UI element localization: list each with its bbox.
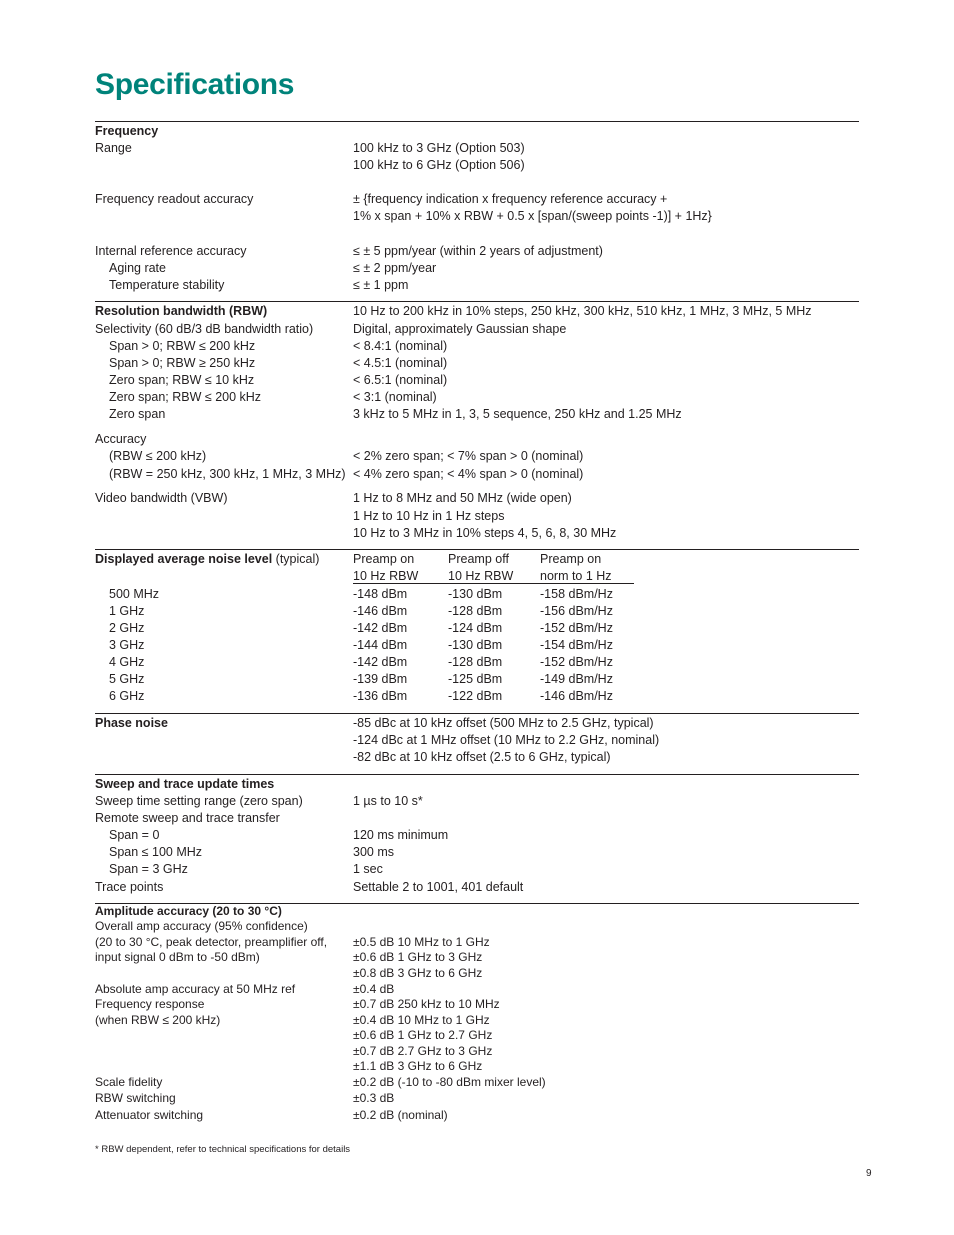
trace-points-label: Trace points — [95, 880, 164, 894]
section-divider — [95, 121, 859, 122]
readout-accuracy-label: Frequency readout accuracy — [95, 192, 254, 206]
trace-points-value: Settable 2 to 1001, 401 default — [353, 880, 524, 894]
danl-header-underline — [353, 583, 634, 584]
reference-accuracy-label: Internal reference accuracy — [95, 244, 247, 258]
danl-cell: -130 dBm — [448, 638, 503, 652]
danl-col-header: Preamp on — [353, 552, 415, 566]
vbw-label: Video bandwidth (VBW) — [95, 491, 228, 505]
danl-col-header: Preamp off — [448, 552, 509, 566]
selectivity-row-value: 3 kHz to 5 MHz in 1, 3, 5 sequence, 250 kHz and 1.25 MHz — [353, 407, 682, 421]
danl-cell: -125 dBm — [448, 672, 503, 686]
frequency-response-value: ±0.7 dB 250 kHz to 10 MHz — [353, 997, 500, 1011]
danl-freq: 6 GHz — [109, 689, 145, 703]
overall-accuracy-value: ±0.6 dB 1 GHz to 3 GHz — [353, 950, 483, 964]
frequency-response-value: ±0.7 dB 2.7 GHz to 3 GHz — [353, 1044, 493, 1058]
readout-accuracy-value: ± {frequency indication x frequency reference accuracy + — [353, 192, 668, 206]
danl-cell: -152 dBm/Hz — [540, 621, 613, 635]
scale-fidelity-label: Scale fidelity — [95, 1075, 163, 1089]
danl-freq: 2 GHz — [109, 621, 145, 635]
amplitude-heading: Amplitude accuracy (20 to 30 °C) — [95, 904, 282, 918]
section-divider — [95, 774, 859, 775]
selectivity-row-label: Span > 0; RBW ≥ 250 kHz — [109, 356, 256, 370]
selectivity-value: Digital, approximately Gaussian shape — [353, 322, 567, 336]
danl-col-header: norm to 1 Hz — [540, 569, 612, 583]
overall-accuracy-value: ±0.8 dB 3 GHz to 6 GHz — [353, 966, 483, 980]
reference-accuracy-value: ≤ ± 5 ppm/year (within 2 years of adjustment) — [353, 244, 603, 258]
frequency-heading: Frequency — [95, 124, 159, 138]
aging-rate-value: ≤ ± 2 ppm/year — [353, 261, 437, 275]
temperature-stability-label: Temperature stability — [109, 278, 225, 292]
overall-accuracy-condition: (20 to 30 °C, peak detector, preamplifier off, — [95, 935, 328, 949]
absolute-accuracy-value: ±0.4 dB — [353, 982, 395, 996]
range-label: Range — [95, 141, 132, 155]
danl-cell: -148 dBm — [353, 587, 408, 601]
danl-cell: -128 dBm — [448, 655, 503, 669]
vbw-value: 1 Hz to 8 MHz and 50 MHz (wide open) — [353, 491, 572, 505]
danl-cell: -142 dBm — [353, 621, 408, 635]
vbw-value: 1 Hz to 10 Hz in 1 Hz steps — [353, 509, 505, 523]
rbw-heading: Resolution bandwidth (RBW) — [95, 304, 268, 318]
selectivity-row-label: Zero span; RBW ≤ 10 kHz — [109, 373, 255, 387]
danl-freq: 5 GHz — [109, 672, 145, 686]
attenuator-switching-value: ±0.2 dB (nominal) — [353, 1108, 448, 1122]
sweep-time-label: Sweep time setting range (zero span) — [95, 794, 303, 808]
danl-cell: -128 dBm — [448, 604, 503, 618]
danl-cell: -152 dBm/Hz — [540, 655, 613, 669]
danl-cell: -156 dBm/Hz — [540, 604, 613, 618]
span-label: Span ≤ 100 MHz — [109, 845, 203, 859]
span-label: Span = 3 GHz — [109, 862, 188, 876]
selectivity-row-value: < 8.4:1 (nominal) — [353, 339, 448, 353]
selectivity-row-label: Zero span; RBW ≤ 200 kHz — [109, 390, 262, 404]
danl-cell: -136 dBm — [353, 689, 408, 703]
danl-cell: -124 dBm — [448, 621, 503, 635]
selectivity-row-label: Zero span — [109, 407, 166, 421]
phase-noise-value: -124 dBc at 1 MHz offset (10 MHz to 2.2 GHz, nominal) — [353, 733, 660, 747]
danl-cell: -158 dBm/Hz — [540, 587, 613, 601]
absolute-accuracy-label: Absolute amp accuracy at 50 MHz ref — [95, 982, 296, 996]
danl-col-header: Preamp on — [540, 552, 602, 566]
phase-noise-value: -82 dBc at 10 kHz offset (2.5 to 6 GHz, typical) — [353, 750, 611, 764]
danl-cell: -122 dBm — [448, 689, 503, 703]
rbw-value: 10 Hz to 200 kHz in 10% steps, 250 kHz, 300 kHz, 510 kHz, 1 MHz, 3 MHz, 5 MHz — [353, 304, 812, 318]
danl-freq: 500 MHz — [109, 587, 160, 601]
frequency-response-condition: (when RBW ≤ 200 kHz) — [95, 1013, 221, 1027]
accuracy-label: Accuracy — [95, 432, 147, 446]
accuracy-row-value: < 4% zero span; < 4% span > 0 (nominal) — [353, 467, 584, 481]
selectivity-row-value: < 6.5:1 (nominal) — [353, 373, 448, 387]
danl-freq: 4 GHz — [109, 655, 145, 669]
accuracy-row-label: (RBW = 250 kHz, 300 kHz, 1 MHz, 3 MHz) — [109, 467, 346, 481]
danl-cell: -139 dBm — [353, 672, 408, 686]
selectivity-label: Selectivity (60 dB/3 dB bandwidth ratio) — [95, 322, 314, 336]
overall-accuracy-value: ±0.5 dB 10 MHz to 1 GHz — [353, 935, 490, 949]
danl-cell: -149 dBm/Hz — [540, 672, 613, 686]
aging-rate-label: Aging rate — [109, 261, 166, 275]
sweep-heading: Sweep and trace update times — [95, 777, 275, 791]
rbw-switching-label: RBW switching — [95, 1091, 176, 1105]
overall-accuracy-condition: input signal 0 dBm to -50 dBm) — [95, 950, 260, 964]
frequency-response-value: ±1.1 dB 3 GHz to 6 GHz — [353, 1059, 483, 1073]
footnote: * RBW dependent, refer to technical specifications for details — [95, 1144, 351, 1155]
selectivity-row-label: Span > 0; RBW ≤ 200 kHz — [109, 339, 256, 353]
phase-noise-value: -85 dBc at 10 kHz offset (500 MHz to 2.5 GHz, typical) — [353, 716, 654, 730]
selectivity-row-value: < 3:1 (nominal) — [353, 390, 437, 404]
frequency-response-value: ±0.4 dB 10 MHz to 1 GHz — [353, 1013, 490, 1027]
frequency-response-label: Frequency response — [95, 997, 205, 1011]
accuracy-row-label: (RBW ≤ 200 kHz) — [109, 449, 207, 463]
danl-freq: 1 GHz — [109, 604, 145, 618]
remote-transfer-label: Remote sweep and trace transfer — [95, 811, 280, 825]
section-divider — [95, 549, 859, 550]
page-title: Specifications — [95, 68, 295, 101]
danl-cell: -144 dBm — [353, 638, 408, 652]
attenuator-switching-label: Attenuator switching — [95, 1108, 204, 1122]
selectivity-row-value: < 4.5:1 (nominal) — [353, 356, 448, 370]
range-value: 100 kHz to 6 GHz (Option 506) — [353, 158, 525, 172]
overall-accuracy-label: Overall amp accuracy (95% confidence) — [95, 919, 308, 933]
danl-cell: -146 dBm — [353, 604, 408, 618]
danl-cell: -142 dBm — [353, 655, 408, 669]
danl-cell: -154 dBm/Hz — [540, 638, 613, 652]
span-value: 1 sec — [353, 862, 383, 876]
danl-heading-bold: Displayed average noise level — [95, 552, 273, 566]
sweep-time-value: 1 µs to 10 s* — [353, 794, 423, 808]
section-divider — [95, 301, 859, 302]
danl-col-header: 10 Hz RBW — [353, 569, 419, 583]
frequency-response-value: ±0.6 dB 1 GHz to 2.7 GHz — [353, 1028, 493, 1042]
vbw-value: 10 Hz to 3 MHz in 10% steps 4, 5, 6, 8, 30 MHz — [353, 526, 617, 540]
span-label: Span = 0 — [109, 828, 160, 842]
rbw-switching-value: ±0.3 dB — [353, 1091, 395, 1105]
danl-cell: -130 dBm — [448, 587, 503, 601]
accuracy-row-value: < 2% zero span; < 7% span > 0 (nominal) — [353, 449, 584, 463]
page-number: 9 — [866, 1168, 872, 1179]
readout-accuracy-value: 1% x span + 10% x RBW + 0.5 x [span/(sweep points -1)] + 1Hz} — [353, 209, 712, 223]
scale-fidelity-value: ±0.2 dB (-10 to -80 dBm mixer level) — [353, 1075, 546, 1089]
temperature-stability-value: ≤ ± 1 ppm — [353, 278, 409, 292]
danl-freq: 3 GHz — [109, 638, 145, 652]
phase-noise-heading: Phase noise — [95, 716, 168, 730]
span-value: 120 ms minimum — [353, 828, 449, 842]
danl-heading — [95, 551, 319, 568]
span-value: 300 ms — [353, 845, 394, 859]
danl-col-header: 10 Hz RBW — [448, 569, 514, 583]
danl-cell: -146 dBm/Hz — [540, 689, 613, 703]
section-divider — [95, 713, 859, 714]
danl-heading-note: (typical) — [272, 552, 320, 566]
range-value: 100 kHz to 3 GHz (Option 503) — [353, 141, 525, 155]
